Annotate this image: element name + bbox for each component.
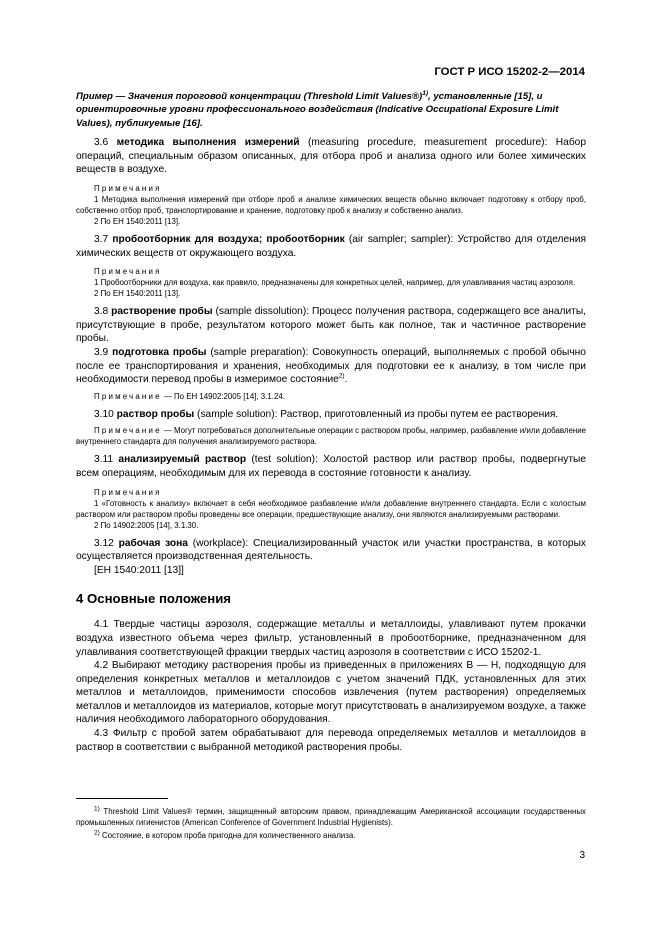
- definition-text: (sample solution): Раствор, приготовленный из пробы путем ее растворения.: [194, 408, 559, 420]
- term: подготовка пробы: [112, 346, 207, 358]
- definition-3-8: [76, 305, 586, 346]
- note: 2 По 14902:2005 [14], 3.1.30.: [94, 520, 199, 530]
- definition-3-11: [76, 453, 586, 480]
- footnote-divider: [76, 798, 168, 799]
- clause-number: 3.11: [94, 454, 114, 466]
- clause-number: 3.7: [94, 234, 109, 245]
- footnote-ref-2[interactable]: 2): [338, 372, 345, 380]
- definition-text: (sample preparation): Совокупность операций, выполняемых с пробой обычно после ее транспортирования и хранения, необходимых для подготовки ее к анализу, в том числе при необходимости перевод пробы в измеримое состояние: [76, 346, 586, 386]
- note-label: Примечание: [94, 391, 162, 401]
- clause-number: 3.8: [94, 306, 109, 318]
- note-single: [76, 425, 586, 447]
- term: анализируемый раствор: [118, 454, 247, 466]
- notes-label: Примечания: [94, 267, 162, 277]
- definition-text: (measuring procedure, measurement procedure): Набор операций, специальным образом описанных, для отбора проб и анализа одного или более химических веществ в воздухе.: [76, 137, 586, 176]
- definition-3-10: [76, 408, 586, 422]
- clause-number: 3.12: [94, 537, 114, 549]
- definition-end: .: [344, 374, 348, 386]
- document-code-header: ГОСТ Р ИСО 15202-2—2014: [434, 66, 585, 78]
- clause-4-2: 4.2 Выбирают методику растворения пробы из приведенных в приложениях В — Н, подходящую для определения конкретных металлов и металлоидов с учетом значений ПДК, установленных для этих металлов и металлоидов, применимости способов извлечения (путем растворения) определяемых металлов и металлоидов из материалов, которые могут присутствовать в анализируемом воздухе, а также наличия необходимого лабораторного оборудования.: [76, 660, 586, 726]
- term: рабочая зона: [118, 537, 188, 549]
- footnote-ref-1[interactable]: 1): [422, 89, 429, 97]
- notes-label: Примечания: [94, 487, 162, 497]
- note-label: Примечание: [94, 426, 162, 436]
- note-text: — По ЕН 14902:2005 [14], 3.1.24.: [161, 391, 285, 401]
- definition-reference: [ЕН 1540:2011 [13]]: [94, 564, 184, 576]
- notes-label: Примечания: [94, 184, 162, 193]
- note-single: [76, 391, 586, 402]
- term: методика выполнения измерений: [116, 137, 300, 149]
- note-text: — Могут потребоваться дополнительные операции с раствором пробы, например, разбавление и/или добавление внутреннего стандарта для получения анализируемого раствора.: [76, 426, 586, 447]
- definition-text: (sample dissolution): Процесс получения раствора, содержащего все аналиты, присутствующие в пробе, результатом которого может быть как полное, так и частичное растворение пробы.: [76, 306, 586, 345]
- footnote-mark: 1): [94, 805, 100, 813]
- clause-number: 3.10: [94, 408, 114, 420]
- note: 1 Методика выполнения измерений при отборе проб и анализе химических веществ обычно включает подготовку к отбору проб, собственно отбор проб, транспортирование и хранение, подготовку проб к анализу и собственно анализ.: [76, 195, 586, 215]
- footnote-mark: 2): [94, 829, 100, 837]
- footnote-text: Threshold Limit Values® термин, защищенный авторским правом, принадлежащим Американской ассоциации государственных промышленных гигиенистов (American Conference of Government Industrial Hygienists).: [76, 807, 586, 827]
- definition-text: (air sampler; sampler): Устройство для отделения химических веществ от окружающего воздуха.: [76, 234, 586, 259]
- page-content: [76, 90, 586, 754]
- footnotes: [76, 806, 586, 841]
- definition-text: (workplace): Специализированный участок или участки пространства, в которых осуществляется производственная деятельность.: [76, 537, 587, 563]
- note: 2 По ЕН 1540:2011 [13].: [94, 289, 181, 299]
- footnote-text: Состояние, в котором проба пригодна для количественного анализа.: [99, 831, 356, 840]
- clause-number: 3.6: [94, 137, 109, 149]
- clause-4-1: 4.1 Твердые частицы аэрозоля, содержащие металлы и металлоиды, улавливают путем прокачки воздуха известного объема через фильтр, установленный в пробоотборнике, предназначенном для улавливания соответствующей фракции твердых частиц аэрозоля в соответствии с ИСО 15202-1.: [76, 619, 586, 658]
- definition-3-9: [76, 346, 586, 387]
- note: 1 Пробоотборники для воздуха, как правило, предназначены для конкретных целей, например, для улавливания частиц аэрозоля.: [94, 278, 576, 288]
- example-paragraph: [76, 90, 586, 130]
- term: растворение пробы: [111, 306, 213, 318]
- example-head: Пример — Значения пороговой концентрации (Threshold Limit Values®): [76, 91, 423, 102]
- example-rest: , установленные [15], и ориентировочные уровни профессионального воздействия (Indicative Occupational Exposure Limit Values), публикуемые [16].: [76, 91, 559, 129]
- definition-3-6: [76, 136, 586, 177]
- footnote-2: [76, 830, 586, 841]
- note: 1 «Готовность к анализу» включает в себя необходимое разбавление и/или добавление внутреннего стандарта. Если с холостым раствором или раствором пробы проведены все операции, предшествующие анализу, они являются анализируемыми растворами.: [76, 498, 586, 519]
- footnote-1: [76, 806, 586, 828]
- definition-text: (test solution): Холостой раствор или раствор пробы, подвергнутые всем операциям, необходимым для их перевода в состояние готовности к анализу.: [76, 454, 586, 479]
- note: 2 По ЕН 1540:2011 [13].: [94, 217, 181, 226]
- section-heading: 4 Основные положения: [76, 591, 231, 607]
- clause-number: 3.9: [94, 346, 109, 358]
- page-number: 3: [579, 850, 585, 861]
- definition-3-7: [76, 233, 586, 260]
- definition-3-12: [76, 537, 586, 564]
- clause-4-3: 4.3 Фильтр с пробой затем обрабатывают для перевода определяемых металлов и металлоидов в раствор в соответствии с выбранной методикой растворения пробы.: [76, 728, 586, 753]
- term: пробоотборник для воздуха; пробоотборник: [112, 234, 345, 245]
- term: раствор пробы: [116, 408, 195, 420]
